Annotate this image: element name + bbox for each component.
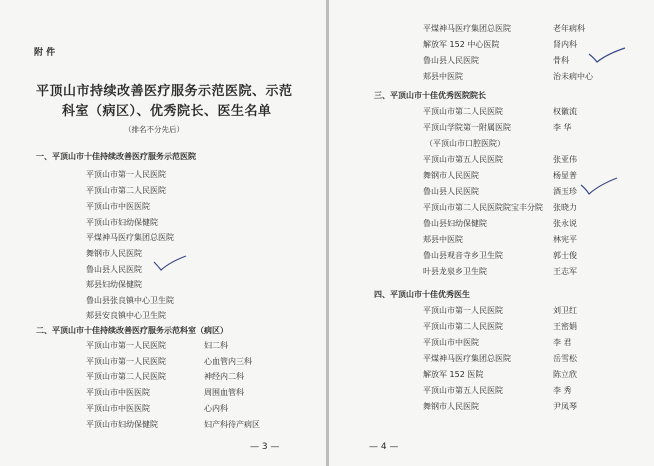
table-row-hospital: 鲁山县人民医院 — [423, 56, 479, 65]
table-row-hospital: 平顶山市第二人民医院 — [86, 372, 166, 381]
table-row-hospital: 平顶山市第五人民医院 — [423, 155, 503, 164]
table-row-hospital: 鲁山县观音寺乡卫生院 — [423, 251, 503, 260]
page-number: — 4 — — [369, 442, 399, 452]
attachment-label: 附 件 — [34, 48, 56, 58]
table-row-name: 王志军 — [553, 267, 577, 276]
table-row-hospital: 鲁山县人民医院 — [423, 187, 479, 196]
table-row-name: 尹凤琴 — [553, 402, 577, 411]
page-number: — 3 — — [250, 442, 280, 452]
table-row-dept: 治未病中心 — [553, 72, 593, 81]
table-row-name: 陈立欣 — [553, 370, 577, 379]
list-item: 平顶山市第一人民医院 — [86, 170, 166, 179]
document-title-line1: 平顶山市持续改善医疗服务示范医院、示范 — [36, 84, 293, 99]
table-row-hospital: 舞钢市人民医院 — [423, 171, 479, 180]
table-row-hospital: （平顶山市口腔医院） — [425, 139, 505, 148]
table-row-name: 李 君 — [553, 338, 572, 347]
order-note: （排名不分先后） — [124, 125, 184, 134]
table-row-name: 刘卫红 — [553, 306, 577, 315]
table-row-dept: 心内科 — [204, 404, 228, 413]
table-row-dept: 妇二科 — [204, 341, 228, 350]
table-row-hospital: 郏县中医院 — [423, 72, 463, 81]
table-row-name: 张晓力 — [553, 203, 577, 212]
handwritten-check-mark — [579, 176, 619, 198]
handwritten-check-mark — [587, 46, 627, 66]
table-row-name: 郭士俊 — [553, 251, 577, 260]
handwritten-check-mark — [152, 254, 188, 274]
list-item: 平煤神马医疗集团总医院 — [86, 233, 174, 242]
table-row-hospital: 平顶山市中医医院 — [86, 404, 150, 413]
table-row-hospital: 鲁山县妇幼保健院 — [423, 219, 487, 228]
table-row-name: 权徽流 — [553, 107, 577, 116]
table-row-hospital: 舞钢市人民医院 — [423, 402, 479, 411]
table-row-hospital: 平煤神马医疗集团总医院 — [423, 24, 511, 33]
table-row-dept: 周围血管科 — [204, 388, 244, 397]
table-row-hospital: 平煤神马医疗集团总医院 — [423, 354, 511, 363]
table-row-dept: 骨科 — [553, 56, 569, 65]
table-row-hospital: 解放军 152 医院 — [423, 370, 484, 379]
table-row-dept: 妇产科待产病区 — [204, 420, 260, 429]
table-row-hospital: 平顶山市妇幼保健院 — [86, 420, 158, 429]
table-row-hospital: 平顶山市第五人民医院 — [423, 386, 503, 395]
list-item: 舞钢市人民医院 — [86, 249, 142, 258]
table-row-dept: 心血管内三科 — [204, 357, 252, 366]
table-row-name: 张亚伟 — [553, 155, 577, 164]
table-row-dept: 老年病科 — [553, 24, 585, 33]
table-row-hospital: 平顶山市第一人民医院 — [86, 357, 166, 366]
right-page — [329, 0, 654, 466]
list-item: 郏县安良镇中心卫生院 — [86, 311, 166, 320]
section1-heading: 一、平顶山市十佳持续改善医疗服务示范医院 — [36, 152, 196, 161]
table-row-hospital: 解放军 152 中心医院 — [423, 40, 500, 49]
table-row-hospital: 平顶山市第二人民医院院宝丰分院 — [423, 203, 543, 212]
table-row-hospital: 平顶山学院第一附属医院 — [423, 123, 511, 132]
table-row-name: 李 秀 — [553, 386, 572, 395]
list-item: 平顶山市妇幼保健院 — [86, 218, 158, 227]
table-row-hospital: 平顶山市中医医院 — [86, 388, 150, 397]
table-row-dept: 肾内科 — [553, 40, 577, 49]
document-title-line2: 科室（病区）、优秀院长、医生名单 — [62, 104, 272, 119]
table-row-hospital: 平顶山市第二人民医院 — [423, 322, 503, 331]
list-item: 鲁山县人民医院 — [86, 265, 142, 274]
table-row-hospital: 平顶山市第一人民医院 — [86, 341, 166, 350]
table-row-dept: 神经内二科 — [204, 372, 244, 381]
table-row-name: 岳雪松 — [553, 354, 577, 363]
section4-heading: 四、平顶山市十佳优秀医生 — [374, 290, 470, 299]
section3-heading: 三、平顶山市十佳优秀医院院长 — [374, 91, 486, 100]
table-row-name: 杨显普 — [553, 171, 577, 180]
table-row-name: 林宪平 — [553, 235, 577, 244]
table-row-hospital: 平顶山市第一人民医院 — [423, 306, 503, 315]
list-item: 鲁山县张良镇中心卫生院 — [86, 296, 174, 305]
table-row-name: 酒玉珍 — [553, 187, 577, 196]
list-item: 平顶山市第二人民医院 — [86, 186, 166, 195]
table-row-name: 王密娟 — [553, 322, 577, 331]
table-row-hospital: 平顶山市第二人民医院 — [423, 107, 503, 116]
list-item: 平顶山市中医医院 — [86, 202, 150, 211]
table-row-hospital: 郏县中医院 — [423, 235, 463, 244]
left-page — [0, 0, 326, 466]
list-item: 郏县妇幼保健院 — [86, 280, 142, 289]
table-row-name: 张永说 — [553, 219, 577, 228]
table-row-hospital: 平顶山市中医院 — [423, 338, 479, 347]
table-row-hospital: 叶县龙泉乡卫生院 — [423, 267, 487, 276]
section2-heading: 二、平顶山市十佳持续改善医疗服务示范科室（病区） — [36, 326, 228, 335]
table-row-name: 李 华 — [553, 123, 572, 132]
